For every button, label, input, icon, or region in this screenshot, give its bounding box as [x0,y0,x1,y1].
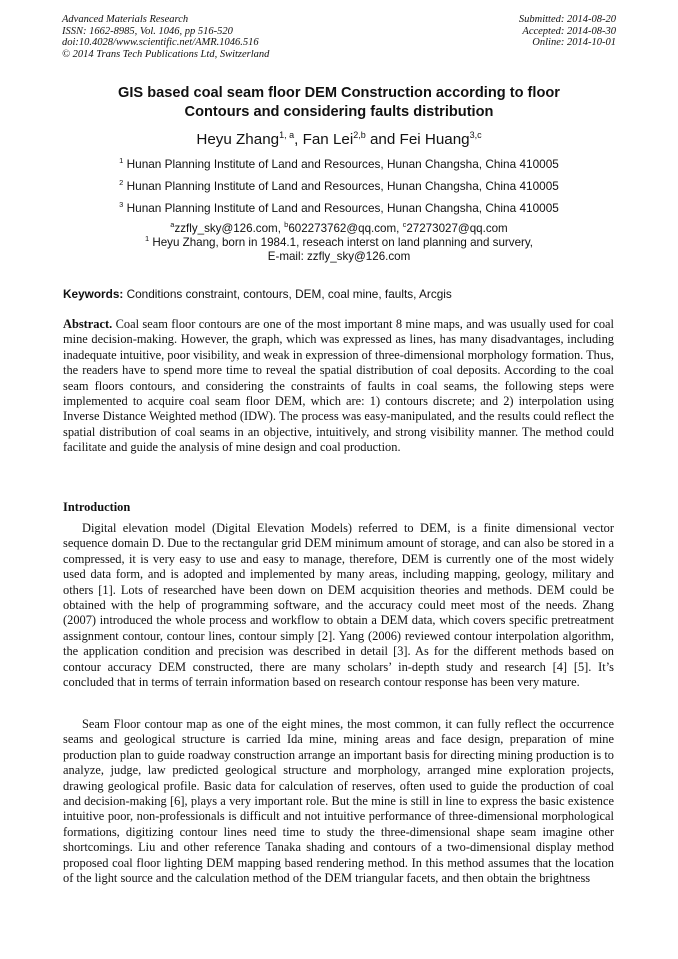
bio-email[interactable]: E-mail: zzfly_sky@126.com [267,250,411,263]
author-name: Fan Lei [302,131,354,148]
bio-sup: 1 [144,234,150,244]
keywords-text: Conditions constraint, contours, DEM, coal mine, faults, Arcgis [123,287,452,301]
online-date: Online: 2014-10-01 [532,37,616,49]
affiliation-number: 1 [119,156,124,166]
keywords-label: Keywords: [63,287,124,301]
paper-title [40,84,638,122]
abstract-text: Coal seam floor contours are one of the most important 8 mine maps, and was usually used for coal mine decision-making. However, the graph, which was expressed as lines, has many disadvantages, including inadequate intuitive, poor visibility, and weak in expression of three-dimensional morphology formation. Thus, the readers have to spend more time to reveal the spatial distribution of coal deposits. According to the coal seam floors contours, and considering the constraints of faults in coal seams, the following steps were implemented to acquire coal seam floor DEM, which are: 1) contours discrete; and 2) interpolation using Inverse Distance Weighted method (IDW). The process was easy-manipulated, and the results could reflect the spatial distribution of coal seams in an objective, intuitively, and strong visibility manner. The method could facilitate and guide the analysis of mine design and coal production. [63,317,614,455]
journal-info [62,14,269,60]
submission-dates [519,14,616,49]
affiliation-text: Hunan Planning Institute of Land and Resources, Hunan Changsha, China 410005 [126,179,559,193]
accepted-date: Accepted: 2014-08-30 [522,25,616,37]
affiliation-3 [40,201,638,215]
abstract-paragraph [63,317,614,456]
affiliation-1 [40,157,638,171]
abstract-label: Abstract. [63,317,113,331]
author-list [40,131,638,149]
email-sup: c [402,220,407,230]
affiliation-2 [40,179,638,193]
email-b[interactable]: 602273762@qq.com, [288,222,403,235]
title-line-2: Contours and considering faults distribution [184,104,494,120]
author-sup: 1, a [279,129,295,140]
doi-line[interactable]: doi:10.4028/www.scientific.net/AMR.1046.516 [62,37,259,49]
journal-name: Advanced Materials Research [62,14,189,25]
issn-line: ISSN: 1662-8985, Vol. 1046, pp 516-520 [62,25,233,37]
affiliation-text: Hunan Planning Institute of Land and Resources, Hunan Changsha, China 410005 [126,157,559,171]
email-sup: b [284,220,289,230]
email-c[interactable]: 27273027@qq.com [406,222,508,235]
bio-text: Heyu Zhang, born in 1984.1, reseach interst on land planning and survery, [149,236,534,249]
section-heading-introduction: Introduction [63,500,131,514]
introduction-paragraph-1: Digital elevation model (Digital Elevation Models) referred to DEM, is a finite dimensional vector sequence domain D. Due to the rectangular grid DEM minimum amount of storage, and can also be stored in a compressed, it is very easy to use and easy to manage, therefore, DEM is currently one of the most widely used data form, and is adopted and implemented by many areas, including mapping, geology, military and others [1]. Lots of researched have been down on DEM acquisition theories and methods. DEM could be obtained with the help of programming software, and the accuracy could meet most of the needs. Zhang (2007) introduced the whole process and workflow to obtain a DEM data, which covers specific pretreatment assignment contour, contour lines, contour simply [2]. Yang (2006) reviewed contour interpolation algorithm, the application condition and precision was described in detail [3]. As for the different methods based on contour accuracy DEM constructed, there are many scholars’ in-depth study and research [4] [5]. It’s concluded that in terms of terrain information based on research contour response has been very mature. [63,521,614,690]
author-separator: , [294,131,303,148]
title-line-1: GIS based coal seam floor DEM Construction according to floor [118,85,560,101]
email-line [40,222,638,236]
author-separator: and [365,131,400,148]
author-name: Heyu Zhang [196,131,280,148]
email-a[interactable]: zzfly_sky@126.com, [174,222,285,235]
author-sup: 3,c [469,129,482,140]
affiliation-number: 3 [119,200,124,210]
introduction-paragraph-2: Seam Floor contour map as one of the eight mines, the most common, it can fully reflect the occurrence seams and geological structure is carried Ida mine, mining areas and face design, preparation of mine production plan to guide roadway construction arrange an important basis for directing mining production is to analyze, judge, law predicted geological structure and morphology, arranged mine exploration projects, drawing geological profile. Basic data for calculation of reserves, often used to guide the production of coal and decision-making [6], plays a very important role. But the mine is still in line to express the basic existence intuitive poor, non-professionals is difficult and not intuitive performance of three-dimensional morphological formations, digitizing contour lines need time to study the three-dimensional shape seam imagine other shortcomings. Liu and other reference Tanaka shading and contours of a two-dimensional display method proposed coal floor lighting DEM mapping based rendering method. In this method assumes that the location of the light source and the calculation method of the DEM triangular facets, and then obtain the brightness [63,717,614,886]
copyright-line: © 2014 Trans Tech Publications Ltd, Switzerland [62,48,270,60]
submitted-date: Submitted: 2014-08-20 [518,14,616,25]
keywords-line [63,287,623,301]
author-name: Fei Huang [399,131,470,148]
affiliation-number: 2 [119,178,124,188]
contact-block [40,222,638,264]
bio-line [40,236,638,250]
email-sup: a [170,220,175,230]
author-sup: 2,b [353,129,366,140]
affiliation-text: Hunan Planning Institute of Land and Resources, Hunan Changsha, China 410005 [126,201,559,215]
